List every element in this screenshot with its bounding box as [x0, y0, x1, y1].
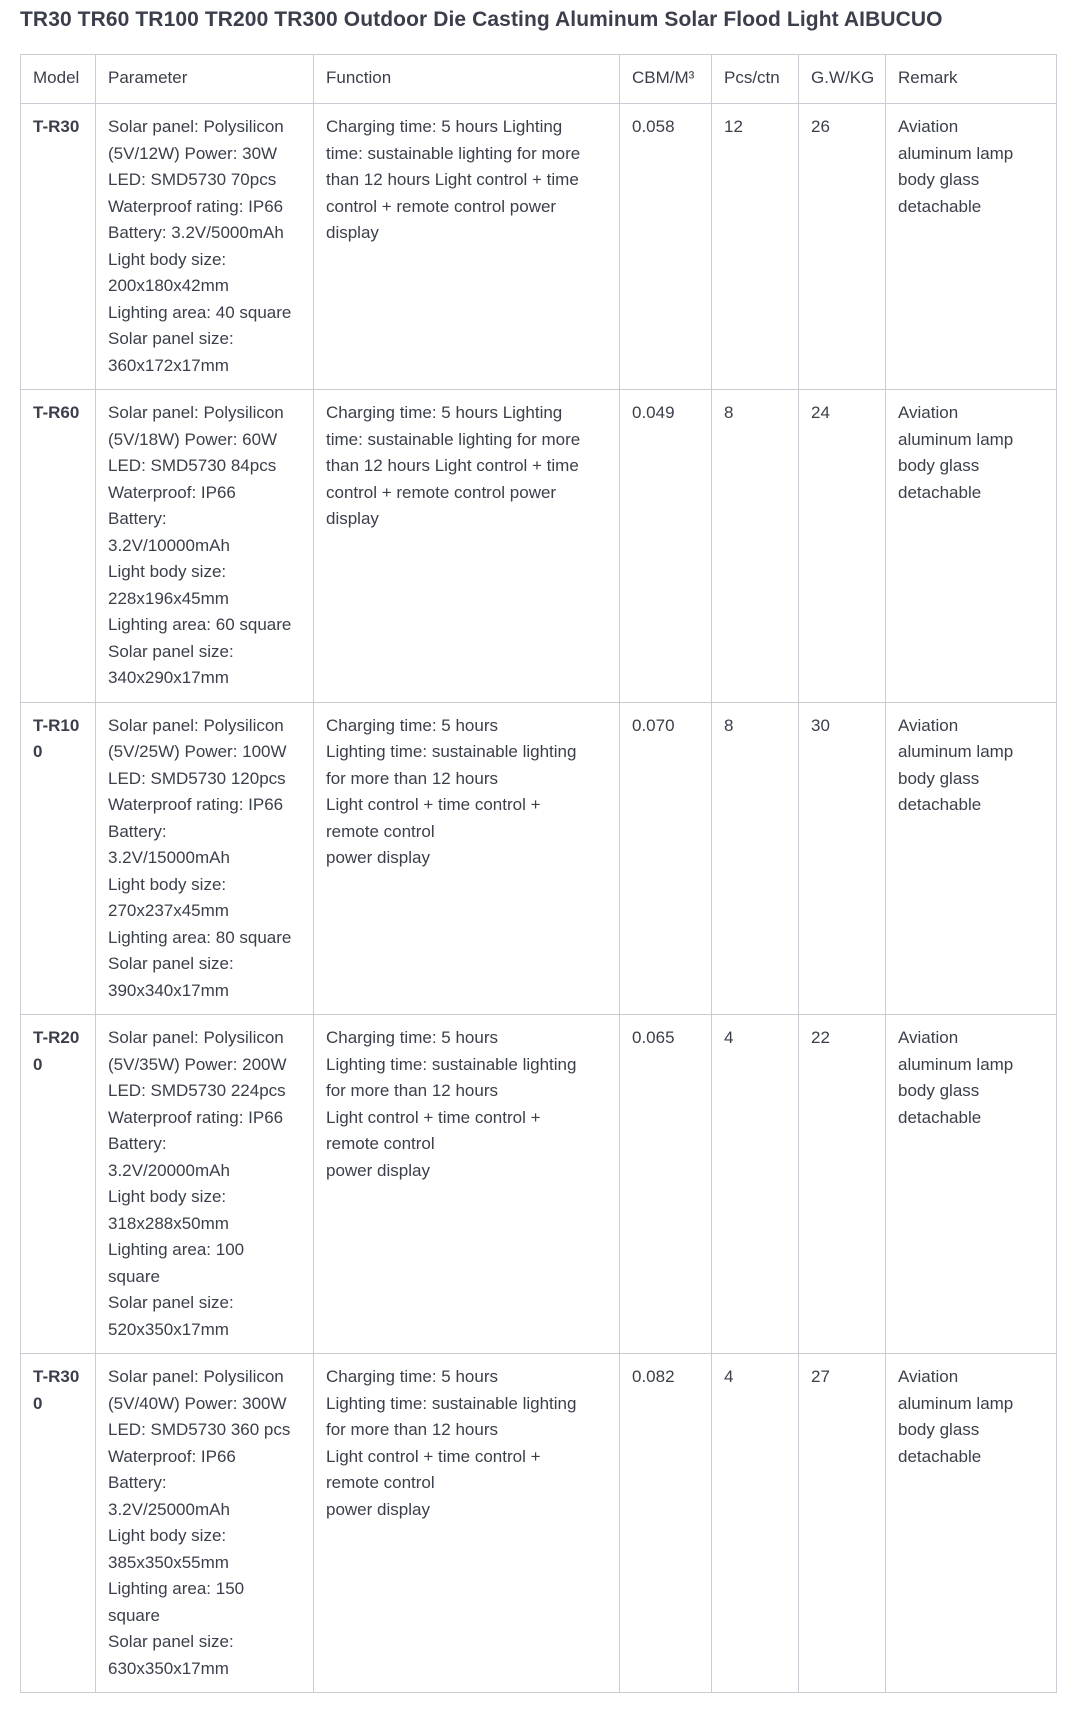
- cell-parameter-line: Solar panel size:: [108, 329, 234, 348]
- cell-function-line: Charging time: 5 hours: [326, 1367, 498, 1386]
- cell-parameter-line: Solar panel size:: [108, 1632, 234, 1651]
- cell-pcs: 8: [712, 702, 799, 1015]
- header-function: Function: [314, 55, 620, 104]
- cell-pcs: 4: [712, 1354, 799, 1693]
- cell-parameter-line: 200x180x42mm: [108, 276, 229, 295]
- cell-function-line: Charging time: 5 hours Lighting: [326, 403, 563, 422]
- cell-parameter-line: Solar panel: Polysilicon: [108, 715, 284, 735]
- cell-parameter-line: Solar panel size:: [108, 954, 234, 973]
- cell-function-line: Charging time: 5 hours: [326, 715, 498, 735]
- cell-parameter-line: LED: SMD5730 224pcs: [108, 1081, 286, 1100]
- cell-function-line: than 12 hours Light control + time: [326, 456, 579, 475]
- cell-function-line: remote control: [326, 1134, 435, 1153]
- cell-remark-line: Aviation: [898, 1028, 959, 1047]
- cell-function-line: display: [326, 223, 379, 242]
- cell-function-line: Light control + time control +: [326, 1446, 541, 1466]
- cell-function-line: power display: [326, 1160, 430, 1180]
- cell-pcs: 8: [712, 390, 799, 703]
- cell-remark-line: aluminum lamp: [898, 143, 1014, 163]
- cell-parameter-line: 520x350x17mm: [108, 1319, 229, 1339]
- table-row: [21, 104, 1057, 390]
- header-model: Model: [21, 55, 96, 104]
- cell-parameter: [96, 1015, 314, 1354]
- cell-parameter-line: LED: SMD5730 120pcs: [108, 768, 286, 788]
- cell-parameter-line: LED: SMD5730 84pcs: [108, 456, 277, 475]
- cell-pcs: 4: [712, 1015, 799, 1354]
- cell-function-line: Charging time: 5 hours: [326, 1028, 498, 1047]
- cell-function-line: for more than 12 hours: [326, 1081, 498, 1100]
- cell-parameter-line: Light body size:: [108, 874, 227, 894]
- cell-parameter-line: 3.2V/15000mAh: [108, 848, 230, 867]
- cell-parameter-line: 360x172x17mm: [108, 355, 229, 375]
- cell-parameter: [96, 104, 314, 390]
- cell-parameter-line: Light body size:: [108, 562, 227, 581]
- cell-function: [314, 104, 620, 390]
- cell-parameter-line: Lighting area: 100: [108, 1240, 245, 1259]
- cell-remark-text: [898, 1364, 1046, 1470]
- cell-function-line: display: [326, 509, 379, 528]
- cell-function: [314, 390, 620, 703]
- cell-parameter-text: [108, 1364, 303, 1682]
- cell-remark-text: [898, 400, 1046, 506]
- header-pcs: Pcs/ctn: [712, 55, 799, 104]
- cell-remark-line: body glass: [898, 456, 980, 475]
- cell-remark-line: aluminum lamp: [898, 429, 1014, 449]
- cell-function-line: remote control: [326, 821, 435, 841]
- cell-gw: 30: [799, 702, 886, 1015]
- cell-function-line: for more than 12 hours: [326, 768, 498, 788]
- cell-parameter-line: (5V/25W) Power: 100W: [108, 742, 287, 761]
- page-title: TR30 TR60 TR100 TR200 TR300 Outdoor Die Casting Aluminum Solar Flood Light AIBUCUO: [20, 8, 943, 31]
- cell-parameter: [96, 1354, 314, 1693]
- cell-gw: 27: [799, 1354, 886, 1693]
- cell-parameter-line: Battery:: [108, 1134, 167, 1153]
- cell-parameter-line: 630x350x17mm: [108, 1658, 229, 1678]
- cell-parameter-line: Solar panel: Polysilicon: [108, 403, 284, 422]
- cell-function-line: remote control: [326, 1473, 435, 1492]
- table-row: [21, 702, 1057, 1015]
- cell-parameter-line: 318x288x50mm: [108, 1213, 229, 1233]
- cell-parameter-line: Lighting area: 80 square: [108, 927, 292, 947]
- cell-remark-line: detachable: [898, 482, 982, 502]
- cell-parameter-line: 385x350x55mm: [108, 1552, 229, 1572]
- cell-remark-line: detachable: [898, 795, 982, 814]
- cell-remark: [886, 1015, 1057, 1354]
- cell-parameter-line: square: [108, 1605, 160, 1625]
- spec-table: [20, 54, 1057, 1693]
- cell-parameter-line: (5V/18W) Power: 60W: [108, 429, 278, 449]
- cell-parameter-text: [108, 400, 303, 692]
- cell-parameter-line: Waterproof: IP66: [108, 1446, 236, 1466]
- cell-model: T-R30: [21, 104, 96, 390]
- cell-parameter-line: Lighting area: 150: [108, 1579, 245, 1598]
- cell-remark-text: [898, 114, 1046, 220]
- cell-parameter-line: Light body size:: [108, 1526, 227, 1545]
- header-row: [21, 55, 1057, 104]
- cell-function: [314, 1015, 620, 1354]
- cell-parameter-line: 340x290x17mm: [108, 668, 229, 687]
- cell-parameter-line: 3.2V/10000mAh: [108, 535, 230, 555]
- cell-function-line: power display: [326, 848, 430, 867]
- cell-remark-line: detachable: [898, 196, 982, 216]
- cell-remark: [886, 104, 1057, 390]
- cell-remark-line: body glass: [898, 170, 980, 189]
- cell-cbm: 0.082: [620, 1354, 712, 1693]
- table-row: [21, 1015, 1057, 1354]
- cell-parameter-text: [108, 1025, 303, 1343]
- cell-remark-line: detachable: [898, 1107, 982, 1127]
- cell-model: T-R200: [21, 1015, 96, 1354]
- cell-gw: 26: [799, 104, 886, 390]
- cell-function-line: than 12 hours Light control + time: [326, 170, 579, 189]
- cell-function: [314, 1354, 620, 1693]
- cell-parameter-line: Waterproof rating: IP66: [108, 1107, 284, 1127]
- header-parameter: Parameter: [96, 55, 314, 104]
- cell-cbm: 0.065: [620, 1015, 712, 1354]
- cell-remark-line: Aviation: [898, 715, 959, 735]
- cell-cbm: 0.070: [620, 702, 712, 1015]
- cell-function-text: [326, 1364, 609, 1523]
- cell-remark-line: aluminum lamp: [898, 742, 1014, 761]
- cell-parameter-line: Lighting area: 60 square: [108, 615, 292, 634]
- header-remark: Remark: [886, 55, 1057, 104]
- header-cbm: CBM/M³: [620, 55, 712, 104]
- cell-remark-text: [898, 1025, 1046, 1131]
- cell-remark-line: Aviation: [898, 1367, 959, 1386]
- cell-parameter-line: LED: SMD5730 70pcs: [108, 170, 277, 189]
- cell-remark-text: [898, 713, 1046, 819]
- cell-parameter-line: Battery:: [108, 509, 167, 528]
- cell-parameter-line: Battery:: [108, 821, 167, 841]
- cell-parameter-line: Waterproof rating: IP66: [108, 795, 284, 814]
- cell-parameter-line: Solar panel: Polysilicon: [108, 117, 284, 136]
- cell-parameter-line: Lighting area: 40 square: [108, 302, 292, 322]
- cell-remark-line: body glass: [898, 1420, 980, 1439]
- cell-remark: [886, 390, 1057, 703]
- cell-parameter-line: Solar panel size:: [108, 641, 234, 661]
- cell-function-line: power display: [326, 1499, 430, 1519]
- cell-parameter-line: Light body size:: [108, 1187, 227, 1206]
- cell-function-line: control + remote control power: [326, 482, 557, 502]
- cell-remark-line: aluminum lamp: [898, 1054, 1014, 1074]
- cell-parameter-line: (5V/35W) Power: 200W: [108, 1054, 287, 1074]
- cell-parameter-line: (5V/40W) Power: 300W: [108, 1393, 287, 1413]
- cell-parameter-line: 3.2V/20000mAh: [108, 1160, 230, 1180]
- cell-parameter-line: 3.2V/25000mAh: [108, 1499, 230, 1519]
- cell-cbm: 0.049: [620, 390, 712, 703]
- cell-parameter-line: Solar panel: Polysilicon: [108, 1367, 284, 1386]
- cell-parameter-line: Battery:: [108, 1473, 167, 1492]
- cell-function-line: Lighting time: sustainable lighting: [326, 1054, 577, 1074]
- cell-parameter-text: [108, 114, 303, 379]
- cell-function-line: Light control + time control +: [326, 795, 541, 814]
- cell-parameter-line: Solar panel: Polysilicon: [108, 1028, 284, 1047]
- table-row: [21, 390, 1057, 703]
- cell-function-line: Charging time: 5 hours Lighting: [326, 117, 563, 136]
- cell-parameter-line: 390x340x17mm: [108, 980, 229, 1000]
- cell-function-line: for more than 12 hours: [326, 1420, 498, 1439]
- cell-gw: 24: [799, 390, 886, 703]
- cell-remark-line: body glass: [898, 768, 980, 788]
- cell-remark-line: detachable: [898, 1446, 982, 1466]
- cell-function-line: control + remote control power: [326, 196, 557, 216]
- cell-parameter-line: Light body size:: [108, 249, 227, 269]
- cell-model: T-R60: [21, 390, 96, 703]
- cell-function-line: time: sustainable lighting for more: [326, 143, 581, 163]
- cell-gw: 22: [799, 1015, 886, 1354]
- cell-parameter-line: Battery: 3.2V/5000mAh: [108, 223, 284, 242]
- cell-remark: [886, 702, 1057, 1015]
- cell-parameter: [96, 390, 314, 703]
- cell-parameter: [96, 702, 314, 1015]
- cell-remark-line: body glass: [898, 1081, 980, 1100]
- cell-parameter-line: Waterproof: IP66: [108, 482, 236, 502]
- spec-table-header: [21, 55, 1057, 104]
- cell-parameter-line: Waterproof rating: IP66: [108, 196, 284, 216]
- cell-function-text: [326, 713, 609, 872]
- cell-parameter-line: 228x196x45mm: [108, 588, 229, 608]
- cell-function-line: Lighting time: sustainable lighting: [326, 1393, 577, 1413]
- cell-remark-line: Aviation: [898, 403, 959, 422]
- cell-cbm: 0.058: [620, 104, 712, 390]
- cell-remark-line: Aviation: [898, 117, 959, 136]
- cell-pcs: 12: [712, 104, 799, 390]
- cell-function-text: [326, 114, 609, 247]
- cell-remark-line: aluminum lamp: [898, 1393, 1014, 1413]
- cell-remark: [886, 1354, 1057, 1693]
- cell-parameter-text: [108, 713, 303, 1005]
- cell-parameter-line: (5V/12W) Power: 30W: [108, 143, 278, 163]
- cell-function: [314, 702, 620, 1015]
- table-row: [21, 1354, 1057, 1693]
- cell-model: T-R300: [21, 1354, 96, 1693]
- spec-table-body: [21, 104, 1057, 1693]
- cell-function-line: Light control + time control +: [326, 1107, 541, 1127]
- cell-parameter-line: LED: SMD5730 360 pcs: [108, 1420, 291, 1439]
- cell-parameter-line: square: [108, 1266, 160, 1286]
- cell-function-text: [326, 1025, 609, 1184]
- cell-parameter-line: 270x237x45mm: [108, 901, 229, 920]
- cell-model: T-R100: [21, 702, 96, 1015]
- cell-function-line: Lighting time: sustainable lighting: [326, 742, 577, 761]
- cell-parameter-line: Solar panel size:: [108, 1293, 234, 1312]
- cell-function-text: [326, 400, 609, 533]
- header-gw: G.W/KG: [799, 55, 886, 104]
- cell-function-line: time: sustainable lighting for more: [326, 429, 581, 449]
